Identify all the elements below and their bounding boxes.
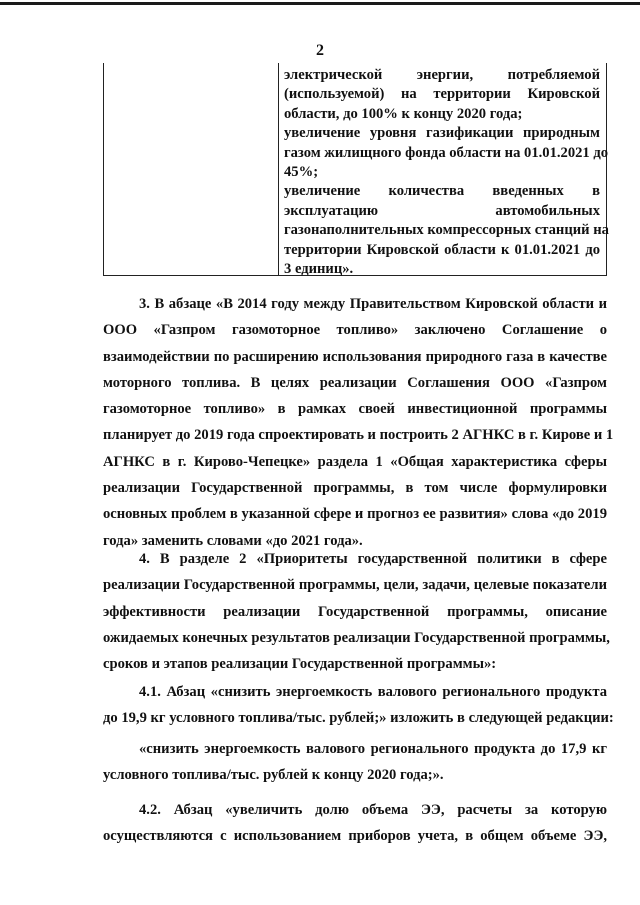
paragraph-line: газомоторное топливо» в рамках своей инвестиционной программы	[103, 401, 607, 418]
paragraph-line: 3. В абзаце «В 2014 году между Правительством Кировской области и	[139, 296, 607, 312]
page-number: 2	[316, 42, 324, 59]
table-cell-line: электрической энергии, потребляемой	[284, 67, 600, 83]
paragraph-line: 4.2. Абзац «увеличить долю объема ЭЭ, расчеты за которую	[139, 802, 607, 818]
paragraph-line: осуществляются с использованием приборов учета, в общем объеме ЭЭ,	[103, 828, 607, 845]
table-cell-line: (используемой) на территории Кировской	[284, 86, 600, 103]
table-cell-line: эксплуатацию автомобильных	[284, 202, 600, 219]
paragraph-4	[103, 546, 610, 677]
paragraph-line: 4. В разделе 2 «Приоритеты государственной политики в сфере	[139, 551, 607, 567]
paragraph-line: планирует до 2019 года спроектировать и построить 2 АГНКС в г. Кирове и 1	[103, 427, 614, 444]
paragraph-line: взаимодействии по расширению использования природного газа в качестве	[103, 348, 607, 365]
paragraph-line: моторного топлива. В целях реализации Соглашения ООО «Газпром	[103, 374, 607, 391]
table-cell-line: 45%;	[284, 163, 319, 180]
paragraph-line: «снизить энергоемкость валового регионального продукта до 17,9 кг	[139, 741, 607, 757]
table-cell-line: увеличение количества введенных в	[284, 183, 600, 200]
paragraph-line: года» заменить словами «до 2021 года».	[103, 532, 363, 549]
table-cell-line: 3 единиц».	[284, 260, 354, 277]
table-cell-line: газонаполнительных компрессорных станций на	[284, 222, 609, 239]
paragraph-4-2	[103, 797, 607, 850]
table-column-divider	[278, 63, 279, 275]
table-cell-line: увеличение уровня газификации природным	[284, 125, 600, 142]
paragraph-line: сроков и этапов реализации Государственной программы»:	[103, 656, 497, 673]
paragraph-line: условного топлива/тыс. рублей к концу 2020 года;».	[103, 767, 444, 784]
paragraph-line: 4.1. Абзац «снизить энергоемкость валового регионального продукта	[139, 684, 607, 700]
table-cell-line: области, до 100% к концу 2020 года;	[284, 105, 523, 122]
paragraph-line: реализации Государственной программы, цели, задачи, целевые показатели	[103, 577, 607, 594]
paragraph-line: АГНКС в г. Кирово-Чепецке» раздела 1 «Общая характеристика сферы	[103, 453, 607, 470]
paragraph-4-1-quote	[103, 736, 607, 789]
paragraph-line: до 19,9 кг условного топлива/тыс. рублей;» изложить в следующей редакции:	[103, 710, 614, 727]
table-cell-line: территории Кировской области к 01.01.2021 до	[284, 241, 600, 258]
paragraph-line: ООО «Газпром газомоторное топливо» заключено Соглашение о	[103, 322, 607, 339]
paragraph-line: реализации Государственной программы, в том числе формулировки	[103, 480, 607, 497]
table-cell-text	[284, 66, 609, 279]
paragraph-line: ожидаемых конечных результатов реализации Государственной программы,	[103, 629, 610, 646]
paragraph-line: эффективности реализации Государственной программы, описание	[103, 603, 607, 620]
table-cell-line: газом жилищного фонда области на 01.01.2021 до	[284, 144, 609, 161]
paragraph-3	[103, 291, 614, 554]
paragraph-line: основных проблем в указанной сфере и прогноз ее развития» слова «до 2019	[103, 506, 607, 523]
paragraph-4-1	[103, 679, 614, 732]
top-border-rule	[0, 2, 640, 5]
